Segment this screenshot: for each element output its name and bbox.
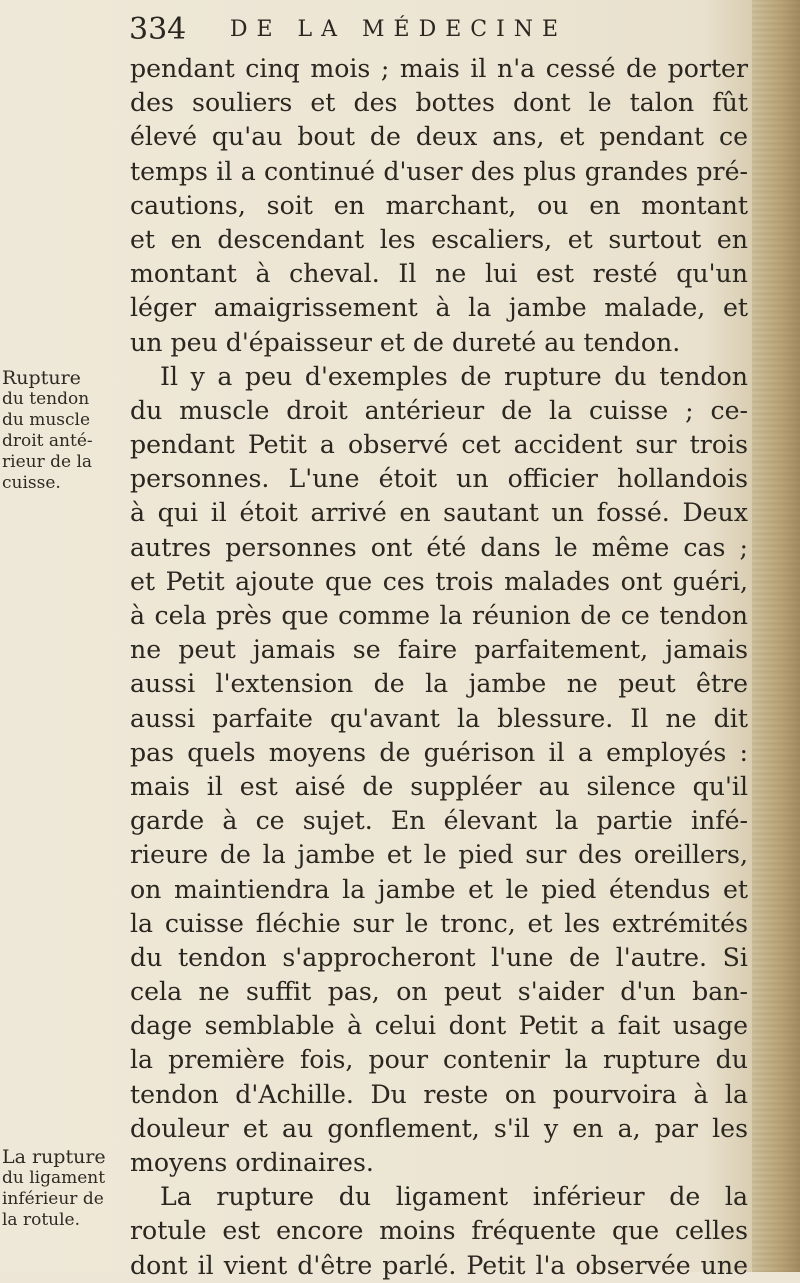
text-line: et Petit ajoute que ces trois malades ont guéri, (130, 566, 748, 596)
margin-note-rupture-ligament (2, 1147, 128, 1231)
text-line: Il y a peu d'exemples de rupture du tendon (160, 361, 748, 391)
running-title: DE LA MÉDECINE (229, 17, 568, 42)
text-line: aussi parfaite qu'avant la blessure. Il ne dit (130, 703, 748, 733)
text-line: à qui il étoit arrivé en sautant un fossé. Deux (130, 498, 748, 528)
text-line: pendant cinq mois ; mais il n'a cessé de porter (130, 54, 748, 83)
text-line: garde à ce sujet. En élevant la partie infé- (130, 806, 748, 836)
text-line: moyens ordinaires. (130, 1148, 374, 1177)
text-line: des souliers et des bottes dont le talon fût (130, 88, 748, 118)
text-line: rieure de la jambe et le pied sur des oreillers, (130, 840, 748, 870)
margin-note-line: du ligament (2, 1168, 106, 1188)
text-line: pendant Petit a observé cet accident sur trois (130, 430, 748, 460)
margin-note-line: La rupture (2, 1146, 106, 1168)
margin-note-line: la rotule. (2, 1210, 81, 1230)
margin-note-line: du muscle (2, 410, 91, 430)
text-line: du tendon s'approcheront l'une de l'autre. Si (130, 942, 748, 972)
text-line: douleur et au gonflement, s'il y en a, par les (130, 1113, 748, 1143)
margin-note-line: Rupture (2, 367, 81, 389)
text-line: autres personnes ont été dans le même cas ; (130, 532, 748, 562)
margin-note-line: du tendon (2, 389, 90, 409)
text-line: du muscle droit antérieur de la cuisse ; ce- (130, 395, 748, 425)
margin-note-line: inférieur de (2, 1189, 104, 1209)
text-line: un peu d'épaisseur et de dureté au tendon. (130, 327, 681, 357)
running-head (129, 12, 568, 56)
text-line: on maintiendra la jambe et le pied étendus et (130, 874, 748, 904)
text-line: tendon d'Achille. Du reste on pourvoira à la (130, 1079, 748, 1109)
text-line: cela ne suffit pas, on peut s'aider d'un ban- (130, 977, 748, 1007)
text-line: personnes. L'une étoit un officier hollandois (130, 464, 748, 494)
text-line: rotule est encore moins fréquente que celles (130, 1216, 748, 1246)
text-line: cautions, soit en marchant, ou en montant (130, 190, 748, 220)
text-line: la première fois, pour contenir la rupture du (130, 1045, 748, 1075)
page-edge (752, 0, 800, 1272)
margin-note-line: droit anté- (2, 431, 93, 451)
text-line: et en descendant les escaliers, et surtout en (130, 224, 748, 254)
text-line: temps il a continué d'user des plus grandes pré- (130, 156, 748, 186)
text-line: la cuisse fléchie sur le tronc, et les extrémités (130, 908, 748, 938)
page-number: 334 (129, 12, 187, 47)
text-line: à cela près que comme la réunion de ce tendon (130, 601, 748, 630)
text-line: montant à cheval. Il ne lui est resté qu'un (130, 259, 748, 289)
margin-note-line: rieur de la (2, 452, 93, 472)
body-text (130, 52, 748, 1283)
text-line: La rupture du ligament inférieur de la (160, 1182, 748, 1212)
text-line: aussi l'extension de la jambe ne peut être (130, 669, 748, 699)
text-line: pas quels moyens de guérison il a employés : (130, 737, 748, 767)
text-line: dage semblable à celui dont Petit a fait usage (130, 1011, 748, 1041)
text-line: ne peut jamais se faire parfaitement, jamais (130, 635, 748, 665)
text-line: léger amaigrissement à la jambe malade, et (130, 293, 748, 323)
text-line: mais il est aisé de suppléer au silence qu'il (130, 771, 748, 801)
margin-note-rupture-tendon (2, 368, 128, 494)
text-line: élevé qu'au bout de deux ans, et pendant ce (130, 122, 748, 152)
margin-note-line: cuisse. (2, 473, 61, 493)
text-line: dont il vient d'être parlé. Petit l'a observée une (130, 1250, 748, 1280)
